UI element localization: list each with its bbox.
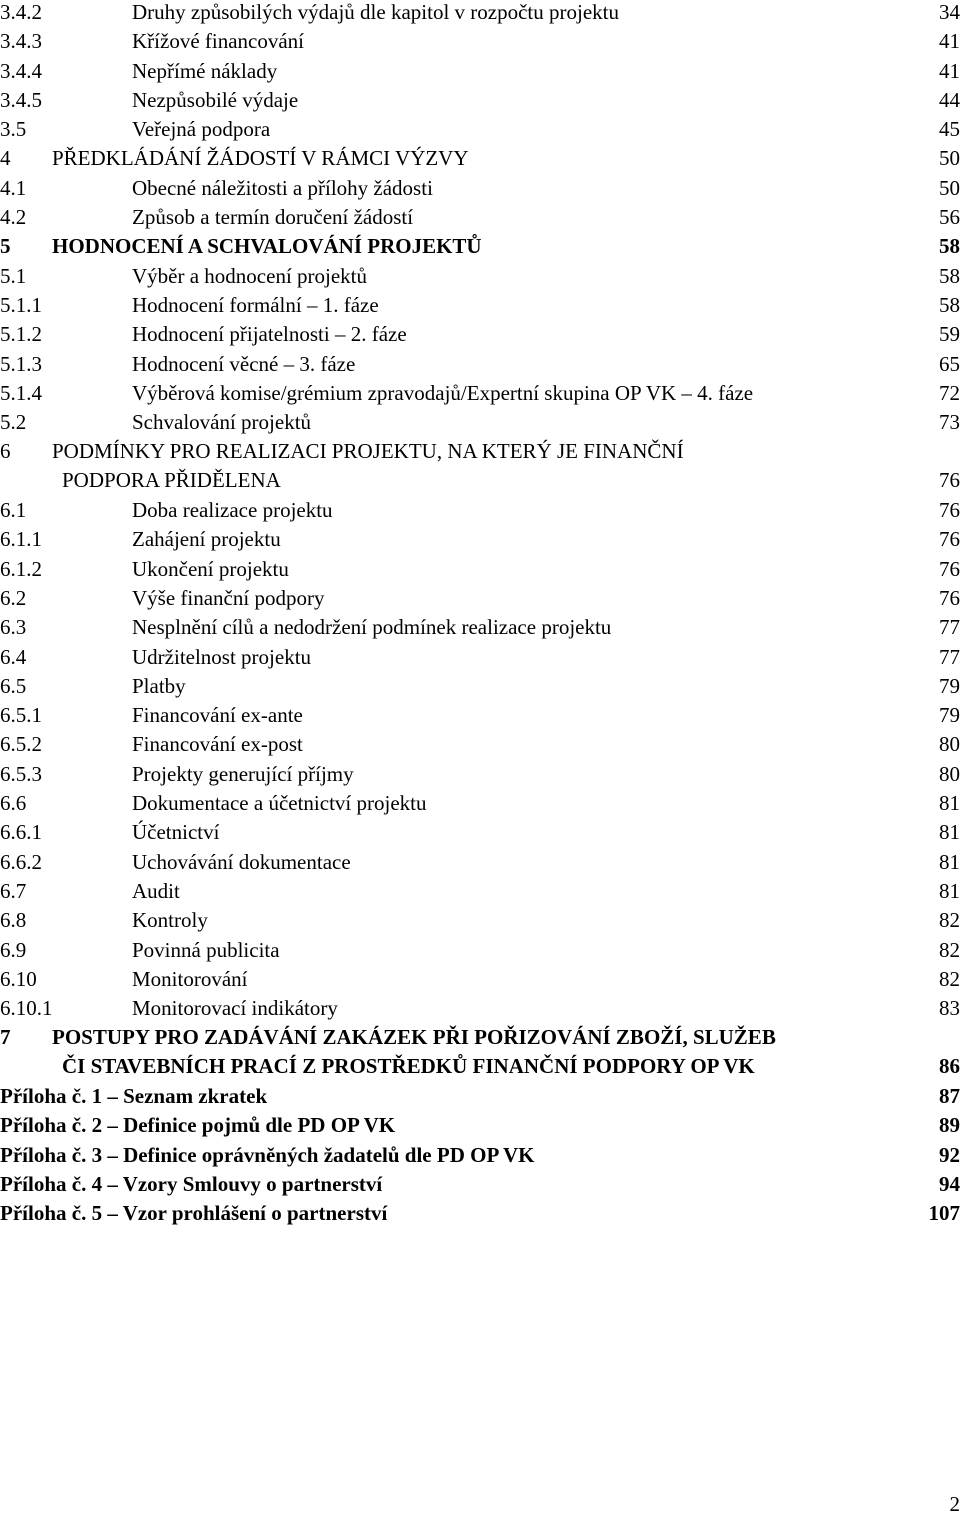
toc-page-number: 81 <box>939 878 960 903</box>
toc-number: 6.5.3 <box>0 761 42 786</box>
toc-entry[interactable] <box>0 850 960 879</box>
toc-number: 3.4.3 <box>0 29 42 54</box>
toc-page-number: 76 <box>939 468 960 493</box>
toc-title: Výběr a hodnocení projektů <box>132 263 368 288</box>
toc-number: 5 <box>0 234 11 259</box>
toc-entry[interactable] <box>0 879 960 908</box>
toc-title: Hodnocení formální – 1. fáze <box>132 292 379 317</box>
toc-number: 6.3 <box>0 615 27 640</box>
toc-page-number: 107 <box>928 1201 960 1226</box>
toc-number: 5.1 <box>0 263 27 288</box>
toc-page-number: 76 <box>939 527 960 552</box>
toc-title: Způsob a termín doručení žádostí <box>132 205 414 230</box>
toc-entry[interactable] <box>0 352 960 381</box>
toc-number: 4.2 <box>0 205 27 230</box>
toc-number: 5.1.4 <box>0 380 42 405</box>
toc-entry[interactable] <box>0 117 960 146</box>
toc-title: PŘEDKLÁDÁNÍ ŽÁDOSTÍ V RÁMCI VÝZVY <box>52 146 469 171</box>
toc-page-number: 50 <box>939 175 960 200</box>
toc-number: 6.7 <box>0 878 27 903</box>
toc-page-number: 80 <box>939 732 960 757</box>
toc-number: 6.9 <box>0 937 27 962</box>
toc-number: 3.4.4 <box>0 58 42 83</box>
toc-entry[interactable] <box>0 762 960 791</box>
toc-page-number: 50 <box>939 146 960 171</box>
toc-page-number: 45 <box>939 117 960 142</box>
toc-appendix-entry[interactable] <box>0 1113 960 1142</box>
toc-page-number: 65 <box>939 351 960 376</box>
toc-number: 5.1.2 <box>0 322 42 347</box>
toc-number: 5.2 <box>0 410 27 435</box>
toc-title: Monitorování <box>132 966 248 991</box>
toc-entry[interactable] <box>0 264 960 293</box>
toc-number: 6.1.2 <box>0 556 42 581</box>
toc-chapter-entry[interactable] <box>0 1025 960 1084</box>
toc-number: 6.1.1 <box>0 527 42 552</box>
toc-title: HODNOCENÍ A SCHVALOVÁNÍ PROJEKTŮ <box>52 234 482 259</box>
toc-number: 6.10.1 <box>0 996 53 1021</box>
toc-title: Příloha č. 2 – Definice pojmů dle PD OP VK <box>0 1113 396 1138</box>
toc-page-number: 34 <box>939 0 960 24</box>
toc-page-number: 77 <box>939 644 960 669</box>
toc-number: 6 <box>0 439 11 464</box>
toc-title: Příloha č. 3 – Definice oprávněných žadatelů dle PD OP VK <box>0 1142 535 1167</box>
toc-page-number: 77 <box>939 615 960 640</box>
toc-number: 6.2 <box>0 585 27 610</box>
toc-number: 3.4.2 <box>0 0 42 24</box>
toc-page-number: 58 <box>939 234 960 259</box>
toc-entry[interactable] <box>0 557 960 586</box>
toc-number: 6.6 <box>0 791 27 816</box>
toc-entry[interactable] <box>0 322 960 351</box>
toc-number: 6.8 <box>0 908 27 933</box>
toc-number: 5.1.1 <box>0 292 42 317</box>
toc-number: 6.10 <box>0 966 37 991</box>
toc-title: Schvalování projektů <box>132 410 312 435</box>
toc-chapter-entry[interactable] <box>0 439 960 498</box>
page-footer-number: 2 <box>949 1492 960 1516</box>
toc-title: Nezpůsobilé výdaje <box>132 87 299 112</box>
toc-appendix-entry[interactable] <box>0 1172 960 1201</box>
toc-chapter-entry[interactable] <box>0 146 960 175</box>
toc-page-number: 41 <box>939 29 960 54</box>
toc-number: 7 <box>0 1025 11 1050</box>
toc-number: 4 <box>0 146 11 171</box>
toc-title: Monitorovací indikátory <box>132 996 338 1021</box>
toc-title: Příloha č. 5 – Vzor prohlášení o partnerství <box>0 1201 388 1226</box>
toc-title: Povinná publicita <box>132 937 280 962</box>
toc-title: Účetnictví <box>132 820 220 845</box>
toc-number: 6.5 <box>0 673 27 698</box>
toc-title: Příloha č. 4 – Vzory Smlouvy o partnerství <box>0 1171 383 1196</box>
toc-page-number: 58 <box>939 292 960 317</box>
toc-page-number: 44 <box>939 87 960 112</box>
toc-number: 4.1 <box>0 175 27 200</box>
toc-number: 5.1.3 <box>0 351 42 376</box>
toc-title: Audit <box>132 878 180 903</box>
toc-entry[interactable] <box>0 820 960 849</box>
toc-title: Ukončení projektu <box>132 556 289 581</box>
toc-title: Křížové financování <box>132 29 305 54</box>
toc-number: 6.6.2 <box>0 849 42 874</box>
toc-page-number: 79 <box>939 673 960 698</box>
toc-title: Udržitelnost projektu <box>132 644 312 669</box>
toc-page-number: 72 <box>939 380 960 405</box>
toc-title-line-2: PODPORA PŘIDĚLENA <box>62 468 281 493</box>
toc-entry[interactable] <box>0 908 960 937</box>
toc-title-line-1: PODMÍNKY PRO REALIZACI PROJEKTU, NA KTERÝ JE FINANČNÍ <box>52 439 684 464</box>
toc-title: Financování ex-post <box>132 732 303 757</box>
toc-title: Uchovávání dokumentace <box>132 849 351 874</box>
toc-number: 3.4.5 <box>0 87 42 112</box>
toc-page-number: 83 <box>939 996 960 1021</box>
toc-title: Nesplnění cílů a nedodržení podmínek realizace projektu <box>132 615 612 640</box>
toc-page-number: 92 <box>939 1142 960 1167</box>
toc-page-number: 87 <box>939 1083 960 1108</box>
toc-page-number: 80 <box>939 761 960 786</box>
toc-entry[interactable] <box>0 498 960 527</box>
toc-page-number: 59 <box>939 322 960 347</box>
toc-page-number: 82 <box>939 966 960 991</box>
toc-page-number: 76 <box>939 585 960 610</box>
toc-chapter-entry[interactable] <box>0 234 960 263</box>
toc-entry[interactable] <box>0 59 960 88</box>
toc-number: 3.5 <box>0 117 27 142</box>
toc-title: Výběrová komise/grémium zpravodajů/Expertní skupina OP VK – 4. fáze <box>132 380 754 405</box>
toc-entry[interactable] <box>0 732 960 761</box>
toc-page-number: 76 <box>939 556 960 581</box>
toc-entry[interactable] <box>0 674 960 703</box>
toc-entry[interactable] <box>0 615 960 644</box>
toc-page-number: 94 <box>939 1171 960 1196</box>
toc-entry[interactable] <box>0 527 960 556</box>
toc-page-number: 73 <box>939 410 960 435</box>
toc-title: Hodnocení přijatelnosti – 2. fáze <box>132 322 407 347</box>
toc-number: 6.4 <box>0 644 27 669</box>
toc-page-number: 41 <box>939 58 960 83</box>
toc-entry[interactable] <box>0 410 960 439</box>
toc-title: Zahájení projektu <box>132 527 281 552</box>
toc-entry[interactable] <box>0 703 960 732</box>
toc-title: Doba realizace projektu <box>132 498 333 523</box>
toc-page-number: 89 <box>939 1113 960 1138</box>
toc-page-number: 81 <box>939 849 960 874</box>
toc-entry[interactable] <box>0 381 960 410</box>
toc-entry[interactable] <box>0 967 960 996</box>
toc-title: Obecné náležitosti a přílohy žádosti <box>132 175 433 200</box>
toc-page-number: 82 <box>939 908 960 933</box>
toc-title-line-1: POSTUPY PRO ZADÁVÁNÍ ZAKÁZEK PŘI POŘIZOVÁNÍ ZBOŽÍ, SLUŽEB <box>52 1025 776 1050</box>
toc-page-number: 79 <box>939 703 960 728</box>
toc-appendix-entry[interactable] <box>0 1084 960 1113</box>
toc-page-number: 56 <box>939 205 960 230</box>
toc-entry[interactable] <box>0 293 960 322</box>
toc-entry[interactable] <box>0 645 960 674</box>
toc-title: Nepřímé náklady <box>132 58 278 83</box>
toc-title: Veřejná podpora <box>132 117 271 142</box>
toc-page-number: 82 <box>939 937 960 962</box>
toc-page-number: 76 <box>939 498 960 523</box>
toc-title: Příloha č. 1 – Seznam zkratek <box>0 1083 268 1108</box>
toc-entry[interactable] <box>0 0 960 29</box>
toc-number: 6.1 <box>0 498 27 523</box>
toc-page-number: 81 <box>939 791 960 816</box>
toc-title: Financování ex-ante <box>132 703 303 728</box>
toc-title: Výše finanční podpory <box>132 585 325 610</box>
toc-page-number: 58 <box>939 263 960 288</box>
toc-title: Dokumentace a účetnictví projektu <box>132 791 427 816</box>
toc-entry[interactable] <box>0 996 960 1025</box>
toc-appendix-entry[interactable] <box>0 1143 960 1172</box>
toc-entry[interactable] <box>0 29 960 58</box>
toc-page-number: 86 <box>939 1054 960 1079</box>
toc-number: 6.5.2 <box>0 732 42 757</box>
toc-title: Druhy způsobilých výdajů dle kapitol v rozpočtu projektu <box>132 0 619 24</box>
toc-appendix-entry[interactable] <box>0 1201 960 1230</box>
toc-entry[interactable] <box>0 88 960 117</box>
toc-number: 6.6.1 <box>0 820 42 845</box>
toc-title: Hodnocení věcné – 3. fáze <box>132 351 356 376</box>
toc-entry[interactable] <box>0 938 960 967</box>
toc-entry[interactable] <box>0 791 960 820</box>
toc-entry[interactable] <box>0 586 960 615</box>
toc-entry[interactable] <box>0 205 960 234</box>
toc-number: 6.5.1 <box>0 703 42 728</box>
toc-title: Projekty generující příjmy <box>132 761 354 786</box>
toc-title: Kontroly <box>132 908 208 933</box>
toc-title: Platby <box>132 673 186 698</box>
toc-entry[interactable] <box>0 176 960 205</box>
toc-title-line-2: ČI STAVEBNÍCH PRACÍ Z PROSTŘEDKŮ FINANČNÍ PODPORY OP VK <box>62 1054 755 1079</box>
toc-page-number: 81 <box>939 820 960 845</box>
